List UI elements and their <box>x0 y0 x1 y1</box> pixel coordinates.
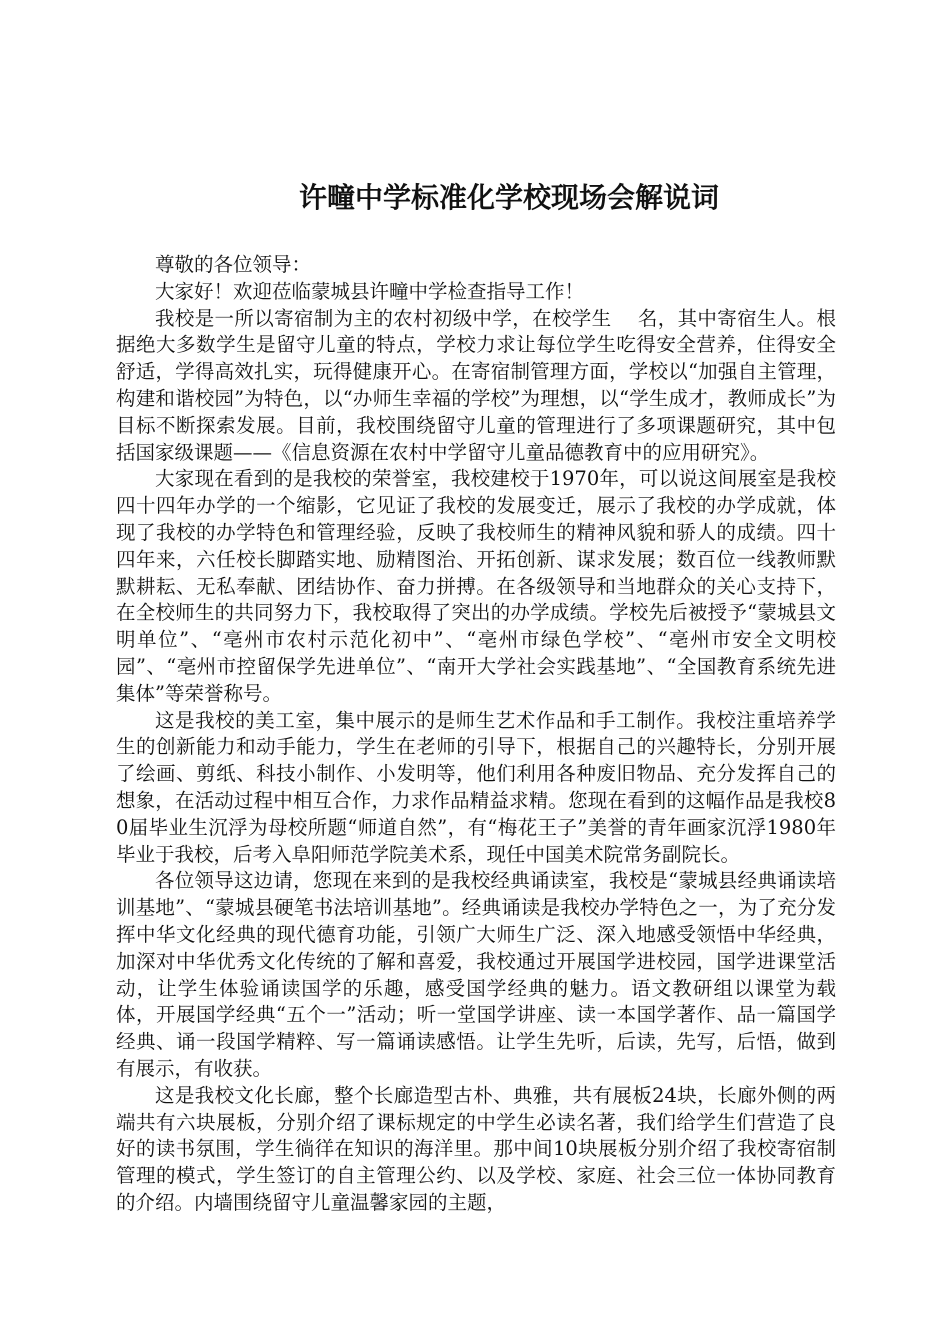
paragraph-culture-corridor: 这是我校文化长廊，整个长廊造型古朴、典雅，共有展板24块，长廊外侧的两端共有六块展板，分别介绍了课标规定的中学生必读名著，我们给学生们营造了良好的读书氛围，学生徜徉在知识的海洋里。那中间10块展板分别介绍了我校寄宿制管理的模式，学生签订的自主管理公约、以及学校、家庭、社会三位一体协同教育的介绍。内墙围绕留守儿童温馨家园的主题， <box>116 1083 836 1214</box>
paragraph-honor-room: 大家现在看到的是我校的荣誉室，我校建校于1970年，可以说这间展室是我校四十四年办学的一个缩影，它见证了我校的发展变迁，展示了我校的办学成就，体现了我校的办学特色和管理经验，反映了我校师生的精神风貌和骄人的成绩。四十四年来，六任校长脚踏实地、励精图治、开拓创新、谋求发展；数百位一线教师默默耕耘、无私奉献、团结协作、奋力拼搏。在各级领导和当地群众的关心支持下，在全校师生的共同努力下，我校取得了突出的办学成绩。学校先后被授予“蒙城县文明单位”、“亳州市农村示范化初中”、“亳州市绿色学校”、“亳州市安全文明校园”、“亳州市控留保学先进单位”、“南开大学社会实践基地”、“全国教育系统先进集体”等荣誉称号。 <box>116 467 836 705</box>
document-body <box>116 252 836 1217</box>
paragraph-school-intro: 我校是一所以寄宿制为主的农村初级中学，在校学生 名，其中寄宿生人。根据绝大多数学生是留守儿童的特点，学校力求让每位学生吃得安全营养，住得安全舒适，学得高效扎实，玩得健康开心。在寄宿制管理方面，学校以“加强自主管理，构建和谐校园”为特色，以“办师生幸福的学校”为理想，以“学生成才，教师成长”为目标不断探索发展。目前，我校围绕留守儿童的管理进行了多项课题研究，其中包括国家级课题——《信息资源在农村中学留守儿童品德教育中的应用研究》。 <box>116 306 836 464</box>
paragraph-salutation: 尊敬的各位领导： <box>155 253 312 276</box>
paragraph-art-room: 这是我校的美工室，集中展示的是师生艺术作品和手工制作。我校注重培养学生的创新能力和动手能力，学生在老师的引导下，根据自己的兴趣特长，分别开展了绘画、剪纸、科技小制作、小发明等，他们利用各种废旧物品、充分发挥自己的想象，在活动过程中相互合作，力求作品精益求精。您现在看到的这幅作品是我校80届毕业生沉浮为母校所题“师道自然”，有“梅花王子”美誉的青年画家沉浮1980年毕业于我校，后考入阜阳师范学院美术系，现任中国美术院常务副院长。 <box>116 708 836 866</box>
document-title: 许疃中学标准化学校现场会解说词 <box>298 181 719 214</box>
paragraph-classic-reading-room: 各位领导这边请，您现在来到的是我校经典诵读室，我校是“蒙城县经典诵读培训基地”、“蒙城县硬笔书法培训基地”。经典诵读是我校办学特色之一，为了充分发挥中华文化经典的现代德育功能，引领广大师生广泛、深入地感受领悟中华经典，加深对中华优秀文化传统的了解和喜爱，我校通过开展国学进校园，国学进课堂活动，让学生体验诵读国学的乐趣，感受国学经典的魅力。语文教研组以课堂为载体，开展国学经典“五个一”活动；听一堂国学讲座、读一本国学著作、品一篇国学经典、诵一段国学精粹、写一篇诵读感悟。让学生先听，后读，先写，后悟，做到有展示，有收获。 <box>116 869 836 1080</box>
paragraph-greeting: 大家好！欢迎莅临蒙城县许疃中学检查指导工作！ <box>155 279 585 303</box>
